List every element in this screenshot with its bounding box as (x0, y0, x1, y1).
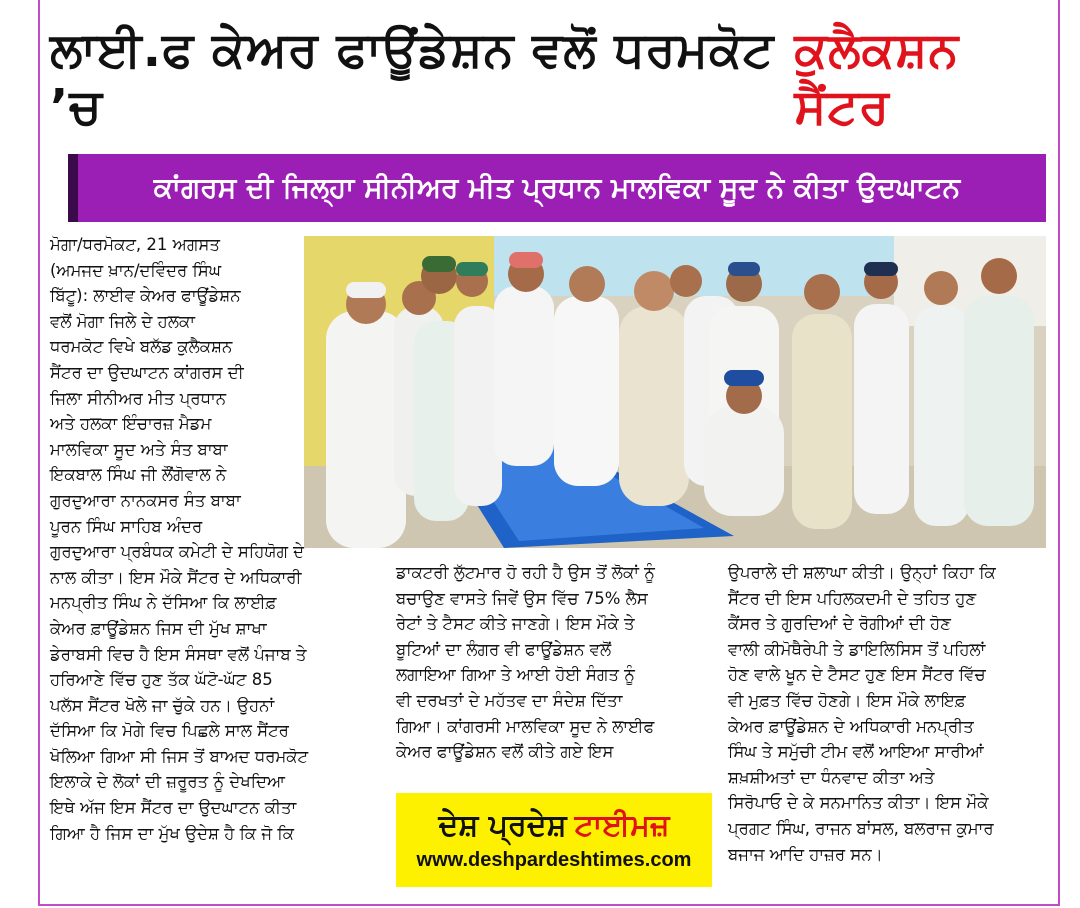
subheadline-banner (68, 154, 1046, 222)
headline-main: ਲਾਈ.ਫ ਕੇਅਰ ਫਾਊਂਡੇਸ਼ਨ ਵਲੋਂ ਧਰਮਕੋਟ ’ਚ (50, 22, 775, 135)
newspaper-logo (396, 793, 712, 887)
subheadline-accent-bar (68, 154, 78, 222)
logo-url: www.deshpardeshtimes.com (416, 849, 692, 871)
article-column-3: ਉਪਰਾਲੇ ਦੀ ਸ਼ਲਾਘਾ ਕੀਤੀ। ਉਨ੍ਹਾਂ ਕਿਹਾ ਕਿ ਸੈਂਟਰ ਦੀ ਇਸ ਪਹਿਲਕਦਮੀ ਦੇ ਤਹਿਤ ਹੁਣ ਕੈਂਸਰ ਤੇ ਗੁਰਦਿਆਂ ਦੇ ਰੋਗੀਆਂ ਦੀ ਹੋਣ ਵਾਲੀ ਕੀਮੋਥੈਰੇਪੀ ਤੇ ਡਾਇਲਿਸਿਸ ਤੋਂ ਪਹਿਲਾਂ ਹੋਣ ਵਾਲੇ ਖੂਨ ਦੇ ਟੈਸਟ ਹੁਣ ਇਸ ਸੈਂਟਰ ਵਿੱਚ ਵੀ ਮੁਫ਼ਤ ਵਿੱਚ ਹੋਣਗੇ। ਇਸ ਮੌਕੇ ਲਾਇਫ਼ ਕੇਅਰ ਫ਼ਾਊਂਡੇਸ਼ਨ ਦੇ ਅਧਿਕਾਰੀ ਮਨਪ੍ਰੀਤ ਸਿੰਘ ਤੇ ਸਮੁੱਚੀ ਟੀਮ ਵਲੋਂ ਆਇਆ ਸਾਰੀਆਂ ਸ਼ਖ਼ਸ਼ੀਅਤਾਂ ਦਾ ਧੰਨਵਾਦ ਕੀਤਾ ਅਤੇ ਸਿਰੋਪਾਓ ਦੇ ਕੇ ਸਨਮਾਨਿਤ ਕੀਤਾ। ਇਸ ਮੌਕੇ ਪ੍ਰਗਟ ਸਿੰਘ, ਰਾਜਨ ਬਾਂਸਲ, ਬਲਰਾਜ ਕੁਮਾਰ ਬਜਾਜ ਆਦਿ ਹਾਜ਼ਰ ਸਨ। (728, 563, 996, 864)
article-column-2: ਡਾਕਟਰੀ ਲੁੱਟਮਾਰ ਹੋ ਰਹੀ ਹੈ ਉਸ ਤੋਂ ਲੋਕਾਂ ਨੂੰ ਬਚਾਉਣ ਵਾਸਤੇ ਜਿਵੇਂ ਉਸ ਵਿੱਚ 75% ਲੈਸ ਰੇਟਾਂ ਤੇ ਟੈਸਟ ਕੀਤੇ ਜਾਣਗੇ। ਇਸ ਮੌਕੇ ਤੇ ਬੂਟਿਆਂ ਦਾ ਲੰਗਰ ਵੀ ਫਾਊਂਡੇਸ਼ਨ ਵਲੋਂ ਲਗਾਇਆ ਗਿਆ ਤੇ ਆਈ ਹੋਈ ਸੰਗਤ ਨੂੰ ਵੀ ਦਰਖਤਾਂ ਦੇ ਮਹੱਤਵ ਦਾ ਸੰਦੇਸ਼ ਦਿੱਤਾ ਗਿਆ। ਕਾਂਗਰਸੀ ਮਾਲਵਿਕਾ ਸੂਦ ਨੇ ਲਾਈਫ ਕੇਅਰ ਫਾਊਂਡੇਸ਼ਨ ਵਲੋਂ ਕੀਤੇ ਗਏ ਇਸ (396, 563, 655, 762)
headline (50, 14, 1050, 144)
group-photo-illustration (304, 236, 1046, 548)
news-photo (304, 236, 1046, 548)
logo-brand (438, 808, 669, 843)
logo-brand-black: ਦੇਸ਼ ਪ੍ਰਦੇਸ਼ (438, 808, 567, 843)
subheadline-text: ਕਾਂਗਰਸ ਦੀ ਜਿਲ੍ਹਾ ਸੀਨੀਅਰ ਮੀਤ ਪ੍ਰਧਾਨ ਮਾਲਵਿਕਾ ਸੂਦ ਨੇ ਕੀਤਾ ਉਦਘਾਟਨ (153, 171, 961, 204)
article-column-1: ਮੋਗਾ/ਧਰਮੋਕਟ, 21 ਅਗਸਤ (ਅਮਜਦ ਖ਼ਾਨ/ਦਵਿੰਦਰ ਸਿੰਘ ਬਿੱਟੂ): ਲਾਈਵ ਕੇਅਰ ਫਾਊਂਡੇਸ਼ਨ ਵਲੋਂ ਮੋਗਾ ਜਿਲੇ ਦੇ ਹਲਕਾ ਧਰਮਕੋਟ ਵਿਖੇ ਬਲੱਡ ਕੁਲੈਕਸ਼ਨ ਸੈਂਟਰ ਦਾ ਉਦਘਾਟਨ ਕਾਂਗਰਸ ਦੀ ਜਿਲਾ ਸੀਨੀਅਰ ਮੀਤ ਪ੍ਰਧਾਨ ਅਤੇ ਹਲਕਾ ਇੰਚਾਰਜ਼ ਮੈਡਮ ਮਾਲਵਿਕਾ ਸੂਦ ਅਤੇ ਸੰਤ ਬਾਬਾ ਇਕਬਾਲ ਸਿੰਘ ਜੀ ਲੌਂਗੋਵਾਲ ਨੇ ਗੁਰਦੁਆਰਾ ਨਾਨਕਸਰ ਸੰਤ ਬਾਬਾ ਪੂਰਨ ਸਿੰਘ ਸਾਹਿਬ ਅੰਦਰ ਗੁਰਦੁਆਰਾ ਪ੍ਰਬੰਧਕ ਕਮੇਟੀ ਦੇ ਸਹਿਯੋਗ ਦੇ ਨਾਲ ਕੀਤਾ। ਇਸ ਮੌਕੇ ਸੈਂਟਰ ਦੇ ਅਧਿਕਾਰੀ ਮਨਪ੍ਰੀਤ ਸਿੰਘ ਨੇ ਦੱਸਿਆ ਕਿ ਲਾਈਫ਼ ਕੇਅਰ ਫ਼ਾਊਂਡੇਸ਼ਨ ਜਿਸ ਦੀ ਮੁੱਖ ਸ਼ਾਖਾ ਡੇਰਾਬਸੀ ਵਿਚ ਹੈ ਇਸ ਸੰਸਥਾ ਵਲੋਂ ਪੰਜਾਬ ਤੇ ਹਰਿਆਣੇ ਵਿੱਚ ਹੁਣ ਤੱਕ ਘੱਟੋ-ਘੱਟ 85 ਪਲੱਸ ਸੈਂਟਰ ਖੋਲੇ ਜਾ ਚੁੱਕੇ ਹਨ। ਉਹਨਾਂ ਦੱਸਿਆ ਕਿ ਮੋਗੇ ਵਿਚ ਪਿਛਲੇ ਸਾਲ ਸੈਂਟਰ ਖੋਲਿਆ ਗਿਆ ਸੀ ਜਿਸ ਤੋਂ ਬਾਅਦ ਧਰਮਕੋਟ ਇਲਾਕੇ ਦੇ ਲੋਕਾਂ ਦੀ ਜ਼ਰੂਰਤ ਨੂੰ ਦੇਖਦਿਆ ਇਥੇ ਅੱਜ ਇਸ ਸੈਂਟਰ ਦਾ ਉਦਘਾਟਨ ਕੀਤਾ ਗਿਆ ਹੈ ਜਿਸ ਦਾ ਮੁੱਖ ਉਦੇਸ਼ ਹੈ ਕਿ ਜੋ ਕਿ (50, 235, 309, 843)
logo-brand-red: ਟਾਈਮਜ਼ (574, 808, 670, 843)
headline-highlight: ਕੁਲੈਕਸ਼ਨ ਸੈਂਟਰ (794, 22, 960, 135)
